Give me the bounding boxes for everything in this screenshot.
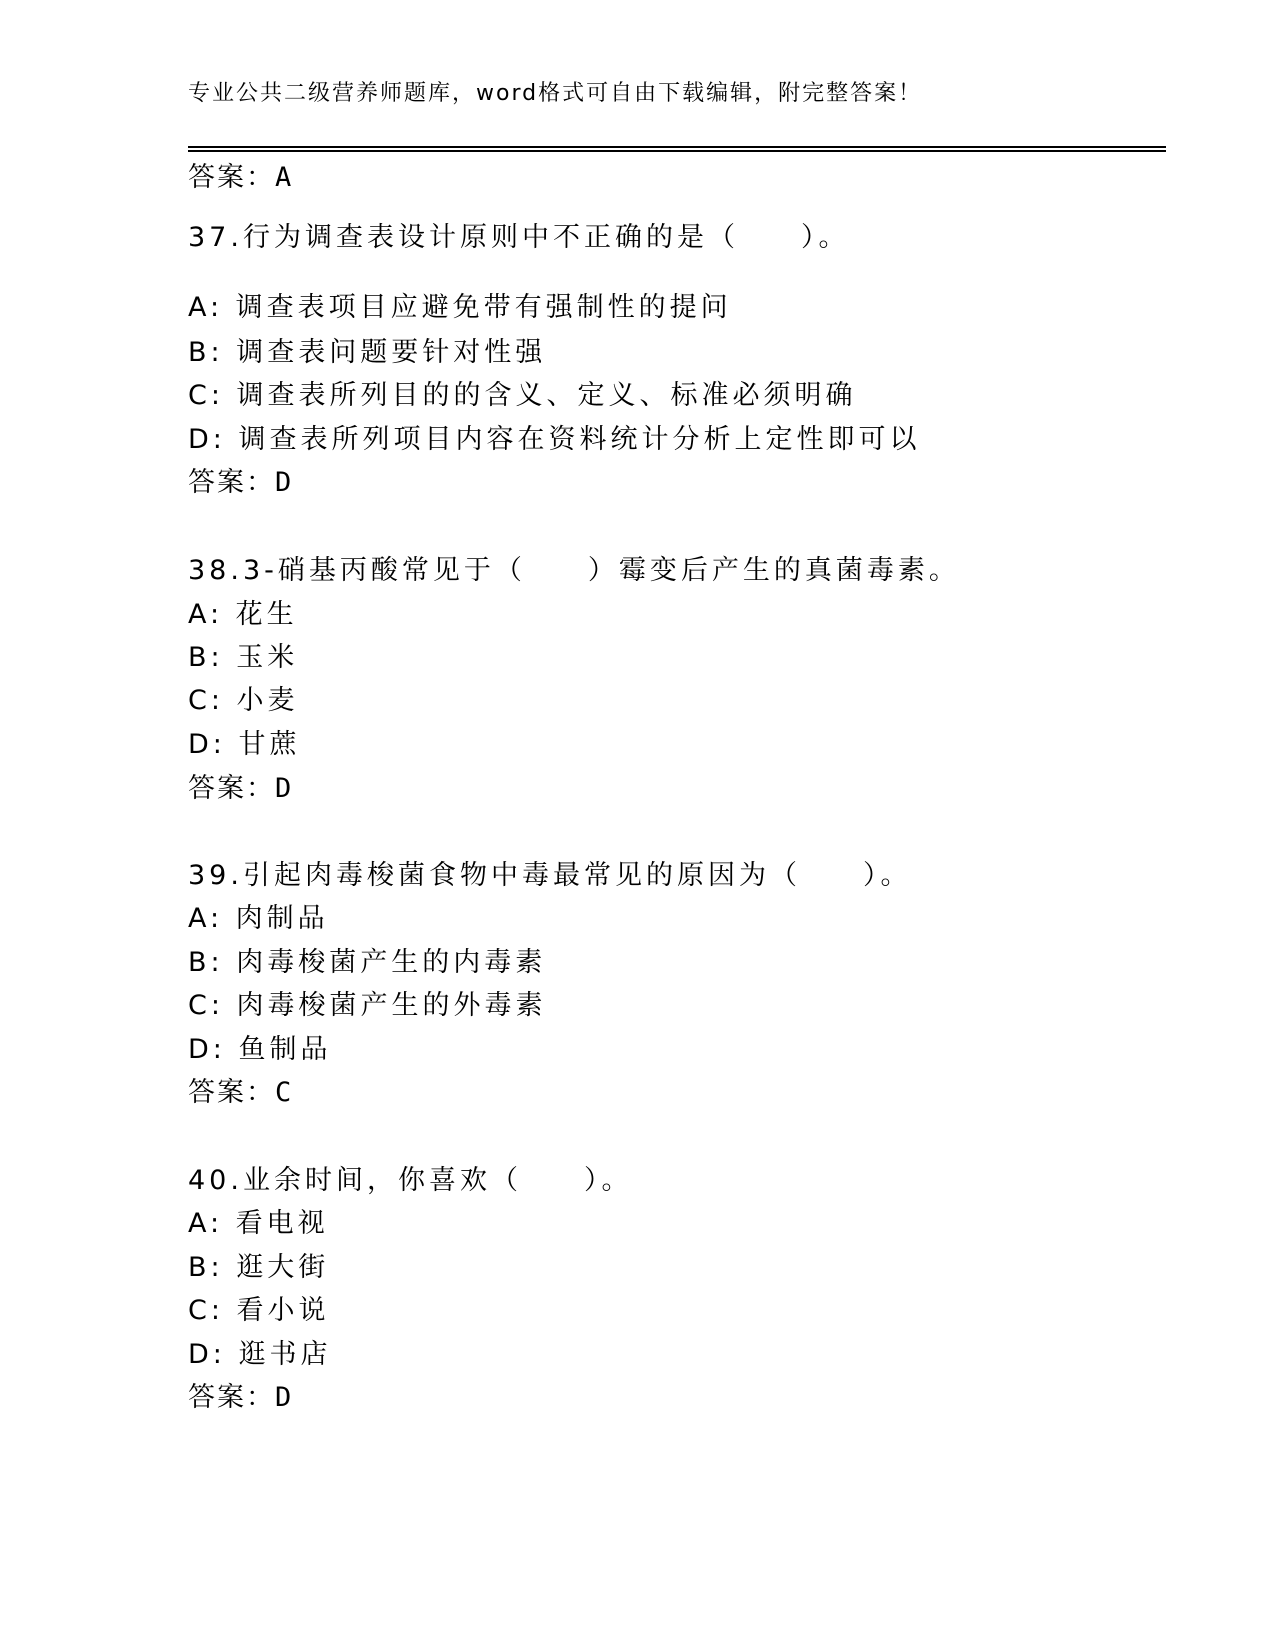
question-40-option-c: C: 看小说 (188, 1295, 330, 1326)
header-divider (188, 146, 1166, 152)
answer-label: 答案： (188, 773, 275, 804)
answer-value: D (275, 773, 292, 804)
question-38-option-d: D: 甘蔗 (188, 729, 301, 760)
question-37-answer (188, 460, 291, 499)
question-40: 40.业余时间，你喜欢（ ）。 (188, 1165, 633, 1196)
answer-label: 答案： (188, 1382, 275, 1413)
answer-value: D (275, 1382, 292, 1413)
question-38-option-a: A: 花生 (188, 599, 298, 630)
answer-label: 答案： (188, 1077, 275, 1108)
question-39-answer (188, 1070, 291, 1109)
question-38-answer (188, 766, 291, 805)
question-39: 39.引起肉毒梭菌食物中毒最常见的原因为（ ）。 (188, 860, 912, 891)
answer-value: A (275, 162, 292, 193)
question-39-option-b: B: 肉毒梭菌产生的内毒素 (188, 947, 547, 978)
answer-value: C (275, 1077, 292, 1108)
question-38-option-b: B: 玉米 (188, 642, 299, 673)
answer-value: D (275, 467, 292, 498)
question-40-option-b: B: 逛大街 (188, 1252, 330, 1283)
question-40-option-a: A: 看电视 (188, 1208, 329, 1239)
question-38-option-c: C: 小麦 (188, 685, 299, 716)
question-39-option-c: C: 肉毒梭菌产生的外毒素 (188, 990, 547, 1021)
question-38: 38.3-硝基丙酸常见于（ ）霉变后产生的真菌毒素。 (188, 555, 960, 586)
question-39-option-a: A: 肉制品 (188, 903, 329, 934)
question-37: 37.行为调查表设计原则中不正确的是（ ）。 (188, 222, 850, 253)
question-37-option-c: C: 调查表所列目的的含义、定义、标准必须明确 (188, 380, 857, 411)
question-37-option-b: B: 调查表问题要针对性强 (188, 337, 547, 368)
question-37-option-a: A: 调查表项目应避免带有强制性的提问 (188, 292, 732, 323)
prev-answer (188, 155, 291, 194)
question-40-answer (188, 1375, 291, 1414)
question-37-option-d: D: 调查表所列项目内容在资料统计分析上定性即可以 (188, 424, 921, 455)
document-header: 专业公共二级营养师题库，word格式可自由下载编辑，附完整答案！ (188, 81, 923, 106)
question-40-option-d: D: 逛书店 (188, 1339, 332, 1370)
answer-label: 答案： (188, 162, 275, 193)
question-39-option-d: D: 鱼制品 (188, 1034, 332, 1065)
answer-label: 答案： (188, 467, 275, 498)
